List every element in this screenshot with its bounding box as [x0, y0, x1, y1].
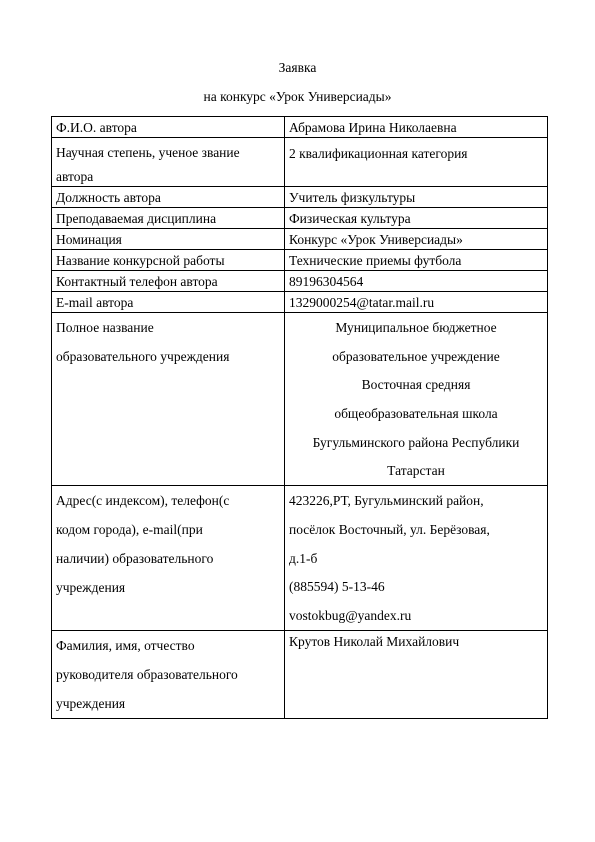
row-value: 1329000254@tatar.mail.ru — [285, 292, 548, 313]
row-label: Фамилия, имя, отчество руководителя образовательного учреждения — [52, 630, 285, 718]
table-row — [52, 117, 548, 138]
row-label: Должность автора — [52, 187, 285, 208]
row-value: 89196304564 — [285, 271, 548, 292]
row-value: 423226,РТ, Бугульминский район, посёлок Восточный, ул. Берёзовая, д.1-б (885594) 5-13-46 vostokbug@yandex.ru — [285, 486, 548, 630]
row-value: Крутов Николай Михайлович — [285, 630, 548, 718]
row-label: Преподаваемая дисциплина — [52, 208, 285, 229]
table-row — [52, 271, 548, 292]
table-row — [52, 250, 548, 271]
row-label: Номинация — [52, 229, 285, 250]
table-row — [52, 313, 548, 486]
row-value: Физическая культура — [285, 208, 548, 229]
table-row — [52, 208, 548, 229]
row-value: Абрамова Ирина Николаевна — [285, 117, 548, 138]
row-label: Полное название образовательного учреждения — [52, 313, 285, 486]
row-value: Учитель физкультуры — [285, 187, 548, 208]
row-label: Название конкурсной работы — [52, 250, 285, 271]
table-row — [52, 630, 548, 718]
form-subtitle: на конкурс «Урок Универсиады» — [203, 89, 392, 104]
row-label: Научная степень, ученое звание автора — [52, 138, 285, 187]
row-value: Конкурс «Урок Универсиады» — [285, 229, 548, 250]
row-value: 2 квалификационная категория — [285, 138, 548, 187]
table-row — [52, 187, 548, 208]
row-label: Контактный телефон автора — [52, 271, 285, 292]
row-label: Адрес(с индексом), телефон(с кодом города), e-mail(при наличии) образовательного учреждения — [52, 486, 285, 630]
table-row — [52, 486, 548, 630]
table-row — [52, 292, 548, 313]
table-row — [52, 229, 548, 250]
row-label: E-mail автора — [52, 292, 285, 313]
row-value: Технические приемы футбола — [285, 250, 548, 271]
row-label: Ф.И.О. автора — [52, 117, 285, 138]
row-value: Муниципальное бюджетное образовательное учреждение Восточная средняя общеобразовательная школа Бугульминского района Республики Татарстан — [285, 313, 548, 486]
application-table — [51, 116, 548, 719]
table-row — [52, 138, 548, 187]
form-title: Заявка — [278, 60, 317, 75]
